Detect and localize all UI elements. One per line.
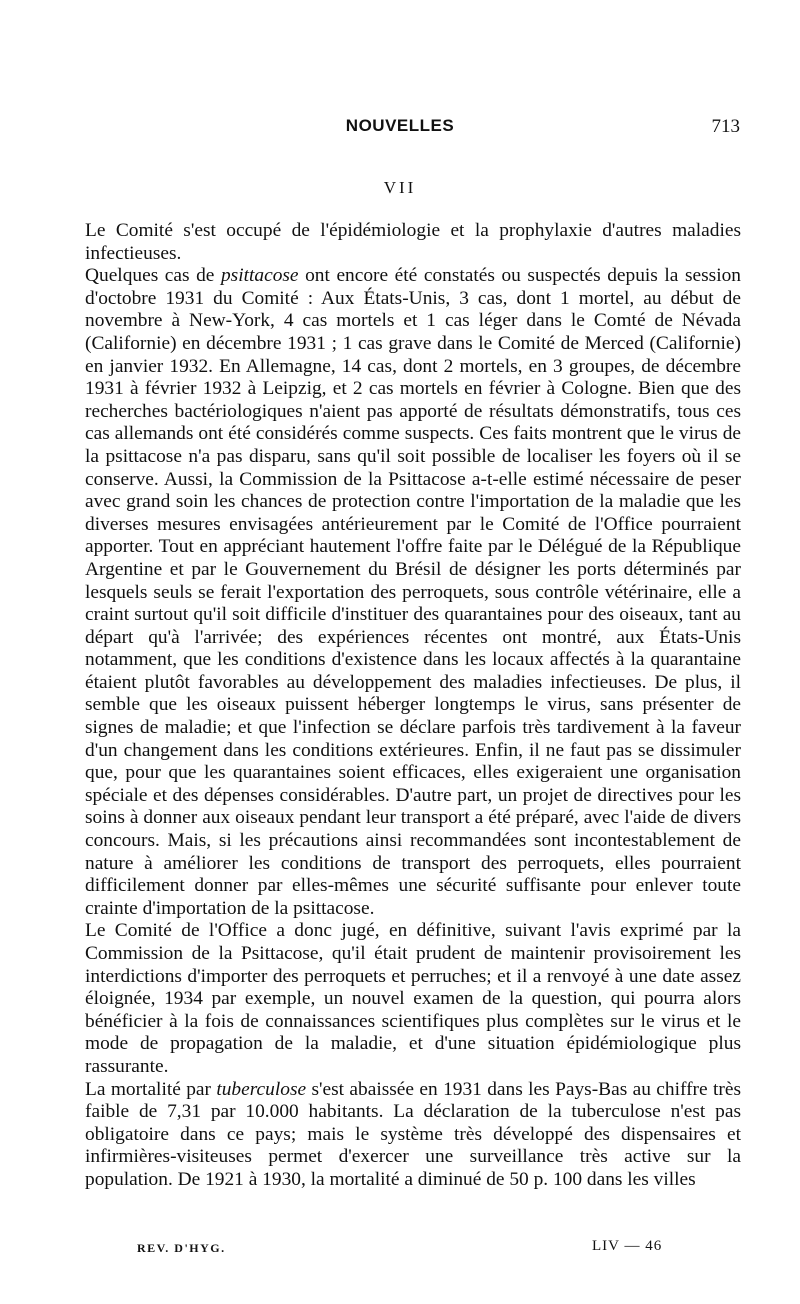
page-number: 713 (711, 116, 740, 137)
text-run: ont encore été constatés ou suspectés depuis la session d'octobre 1931 du Comité : Aux États-Unis, 3 cas, dont 1 mortel, au début de novembre à New-York, 4 cas mortels et 1 cas léger dans le Comté de Névada (Californie) en décembre 1931 ; 1 cas grave dans le Comité de Merced (Californie) en janvier 1932. En Allemagne, 14 cas, dont 2 mortels, en 3 groupes, de décembre 1931 à février 1932 à Leipzig, et 2 cas mortels en février à Cologne. Bien que des recherches bactériologiques n'aient pas apporté de résultats démonstratifs, tous ces cas allemands ont été considérés comme suspects. Ces faits montrent que le virus de la psittacose n'a pas disparu, sans qu'il soit possible de localiser les foyers où il se conserve. Aussi, la Commission de la Psittacose a-t-elle estimé nécessaire de peser avec grand soin les chances de protection contre l'importation de la maladie que les diverses mesures envisagées antérieurement par le Comité de l'Office pourraient apporter. Tout en appréciant hautement l'offre faite par le Délégué de la République Argentine et par le Gouvernement du Brésil de désigner les ports déterminés par lesquels seuls se ferait l'exportation des perroquets, sous contrôle vétérinaire, elle a craint surtout qu'il soit difficile d'instituer des quarantaines pour des oiseaux, tant au départ qu'à l'arrivée; des expériences récentes ont montré, aux États-Unis notamment, que les conditions d'existence dans les locaux affectés à la quarantaine étaient plutôt favorables au développement des maladies infectieuses. De plus, il semble que les oiseaux puissent héberger longtemps le virus, sans présenter de signes de maladie; et que l'infection se déclare parfois très tardivement à la faveur d'un changement dans les conditions extérieures. Enfin, il ne faut pas se dissimuler que, pour que les quarantaines soient efficaces, elles exigeraient une organisation spéciale et des dépenses considérables. D'autre part, un projet de directives pour les soins à donner aux oiseaux pendant leur transport a été préparé, avec l'aide de divers concours. Mais, si les précautions ainsi recommandées sont incontestablement de nature à améliorer les conditions de transport des perroquets, elles pourraient difficilement donner par elles-mêmes une sécurité suffisante pour enlever toute crainte d'importation de la psittacose. (85, 265, 741, 919)
paragraph (85, 265, 741, 920)
text-run: La mortalité par (85, 1078, 217, 1100)
journal-abbreviation: REV. D'HYG. (137, 1241, 226, 1255)
signature-mark: LIV — 46 (592, 1238, 663, 1254)
paragraph (85, 1079, 741, 1192)
italic-term: psittacose (220, 265, 299, 287)
running-title: NOUVELLES (345, 116, 455, 135)
section-number: VII (383, 178, 417, 197)
running-header (0, 112, 800, 142)
text-run: Le Comité s'est occupé de l'épidémiologie et la prophylaxie d'autres maladies infectieuses. (85, 220, 741, 264)
paragraph (85, 920, 741, 1078)
italic-term: tuberculose (216, 1078, 307, 1100)
text-run: Quelques cas de (85, 265, 221, 287)
paragraph (85, 220, 741, 265)
body-text (85, 220, 741, 1192)
page-footer (0, 1238, 800, 1265)
text-run: Le Comité de l'Office a donc jugé, en définitive, suivant l'avis exprimé par la Commission de la Psittacose, qu'il était prudent de maintenir provisoirement les interdictions d'importer des perroquets et perruches; et il a renvoyé à une date assez éloignée, 1934 par exemple, un nouvel examen de la question, qui pourra alors bénéficier à la fois de connaissances scientifiques plus complètes sur le virus et le mode de propagation de la maladie, et d'une situation épidémiologique plus rassurante. (85, 920, 741, 1077)
text-run: s'est abaissée en 1931 dans les Pays-Bas au chiffre très faible de 7,31 par 10.000 habitants. La déclaration de la tuberculose n'est pas obligatoire dans ce pays; mais le système très développé des dispensaires et infirmières-visiteuses permet d'exercer une surveillance très active sur la population. De 1921 à 1930, la mortalité a diminué de 50 p. 100 dans les villes (85, 1078, 741, 1190)
